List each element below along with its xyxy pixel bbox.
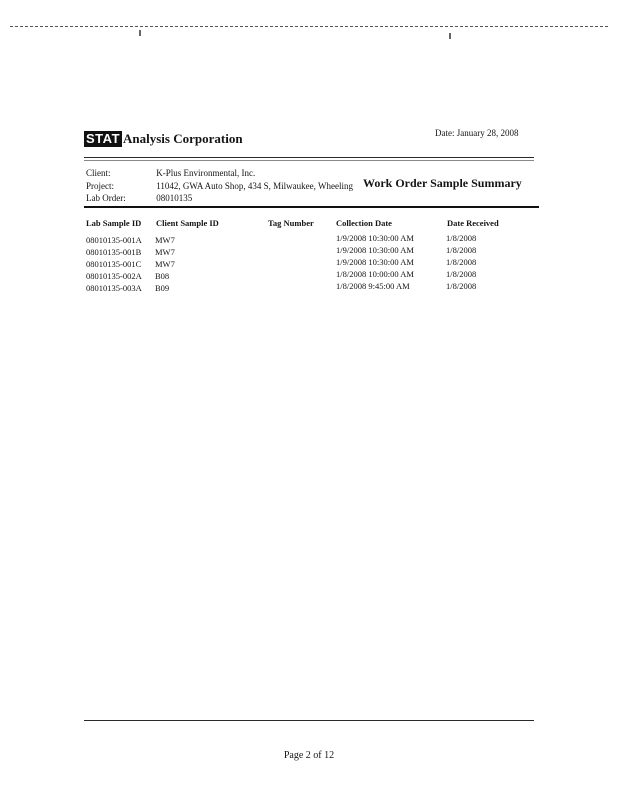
client-value: K-Plus Environmental, Inc. <box>156 168 256 178</box>
page-number: Page 2 of 12 <box>283 750 335 761</box>
date-received: 1/8/2008 <box>446 233 477 243</box>
collection-date: 1/8/2008 9:45:00 AM <box>336 281 410 291</box>
date-received: 1/8/2008 <box>446 269 477 279</box>
col-header-lab-sample-id: Lab Sample ID <box>86 218 142 228</box>
header-divider-secondary <box>84 160 534 161</box>
lab-sample-id: 08010135-001A <box>86 235 142 245</box>
client-sample-id: B08 <box>155 271 170 281</box>
scan-speck <box>449 33 451 39</box>
collection-date: 1/8/2008 10:00:00 AM <box>336 269 414 279</box>
lab-sample-id: 08010135-001C <box>86 259 142 269</box>
scan-top-line <box>10 26 608 27</box>
info-client <box>86 168 255 178</box>
client-sample-id: MW7 <box>155 247 175 257</box>
project-label: Project: <box>86 181 114 191</box>
project-value: 11042, GWA Auto Shop, 434 S, Milwaukee, Wheeling <box>156 181 353 191</box>
client-sample-id: MW7 <box>155 259 175 269</box>
date-received: 1/8/2008 <box>446 245 477 255</box>
report-title: Work Order Sample Summary <box>363 176 522 190</box>
lab-sample-id: 08010135-001B <box>86 247 142 257</box>
client-sample-id: B09 <box>155 283 170 293</box>
col-header-date-received: Date Received <box>447 218 499 228</box>
client-sample-id: MW7 <box>155 235 175 245</box>
collection-date: 1/9/2008 10:30:00 AM <box>336 257 414 267</box>
date-received: 1/8/2008 <box>446 257 477 267</box>
logo-mark: STAT <box>86 131 121 146</box>
footer-divider <box>84 720 534 721</box>
lab-sample-id: 08010135-002A <box>86 271 142 281</box>
header-divider <box>84 157 534 158</box>
company-name: Analysis Corporation <box>123 131 243 146</box>
info-project <box>86 181 353 191</box>
collection-date: 1/9/2008 10:30:00 AM <box>336 233 414 243</box>
lab-sample-id: 08010135-003A <box>86 283 142 293</box>
col-header-collection-date: Collection Date <box>336 218 392 228</box>
col-header-client-sample-id: Client Sample ID <box>156 218 219 228</box>
date-label: Date: <box>435 128 455 138</box>
client-label: Client: <box>86 168 111 178</box>
col-header-tag-number: Tag Number <box>268 218 314 228</box>
lab-order-value: 08010135 <box>156 193 193 203</box>
scan-speck <box>139 30 141 36</box>
date-value: January 28, 2008 <box>456 128 519 138</box>
company-logo <box>84 131 243 147</box>
date-received: 1/8/2008 <box>446 281 477 291</box>
collection-date: 1/9/2008 10:30:00 AM <box>336 245 414 255</box>
info-lab-order <box>86 193 192 203</box>
lab-order-label: Lab Order: <box>86 193 126 203</box>
report-date <box>435 128 519 138</box>
info-divider <box>84 206 539 208</box>
